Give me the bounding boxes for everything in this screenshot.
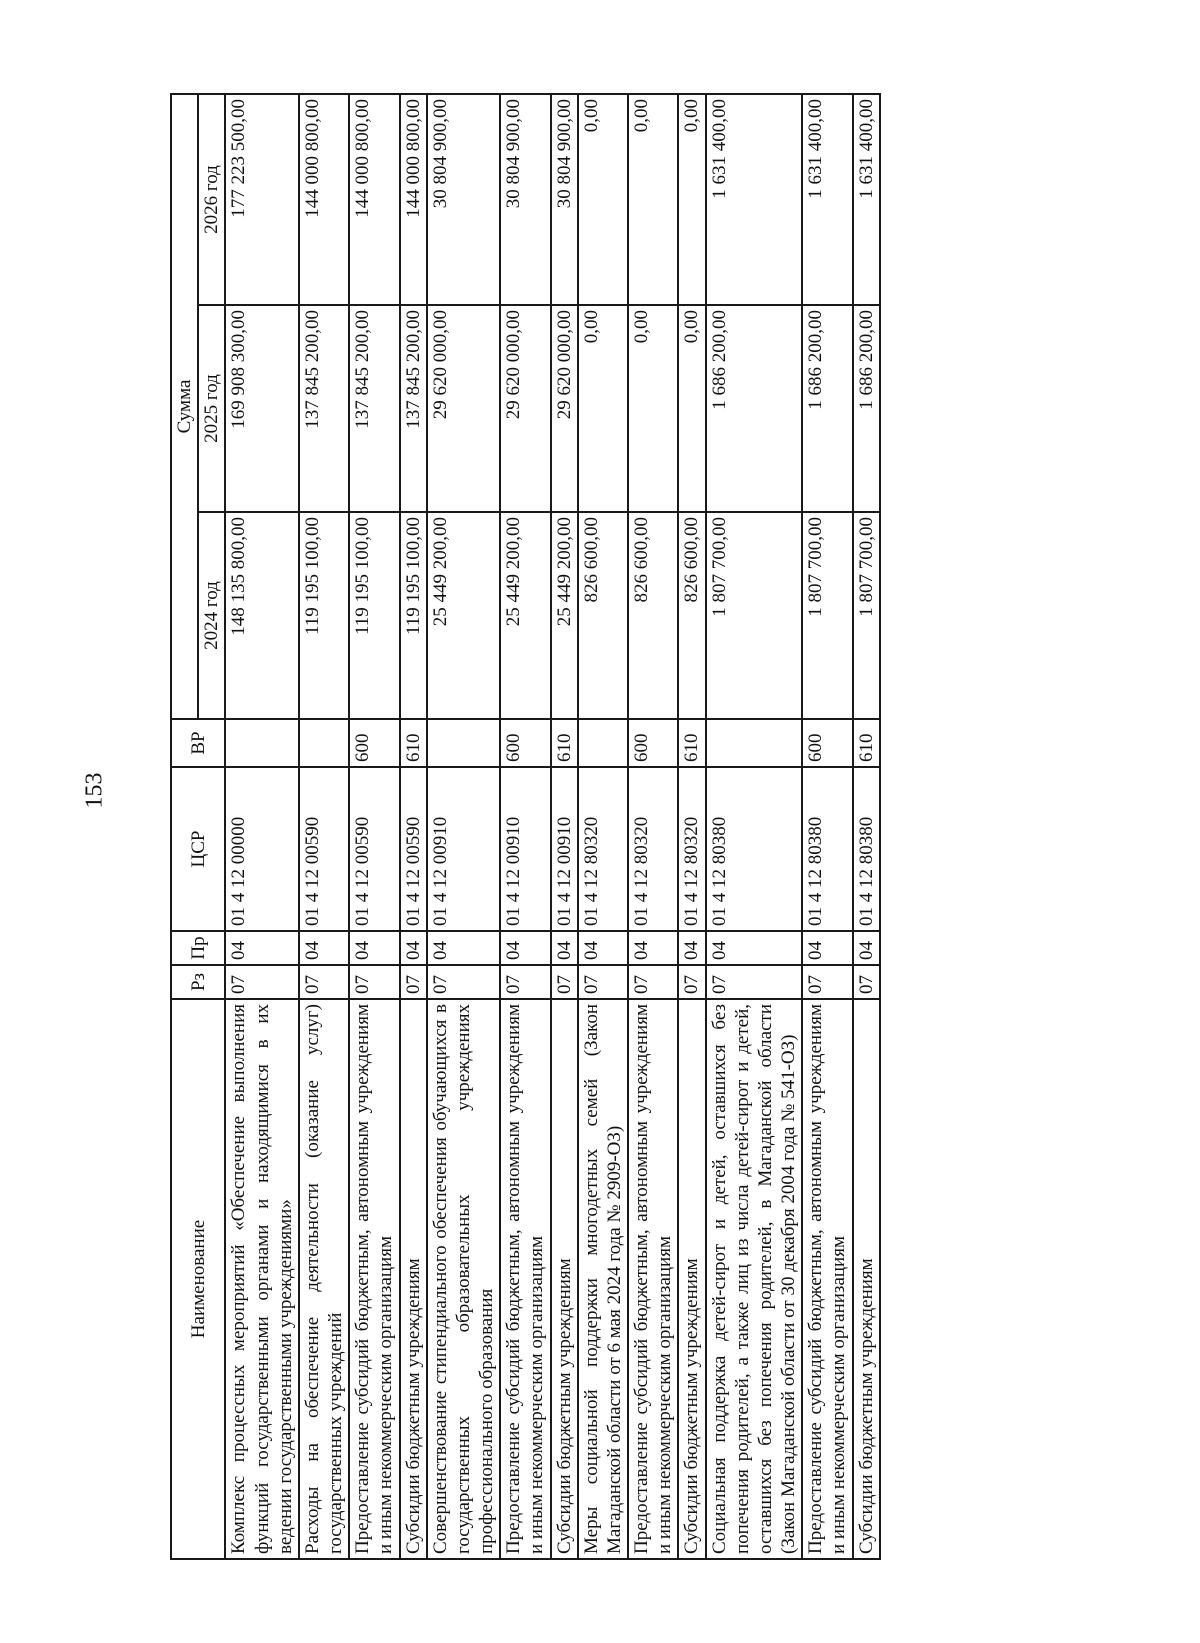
table-row	[225, 94, 299, 1559]
row-vr	[427, 719, 501, 767]
row-amount-2025: 0,00	[578, 305, 628, 512]
row-name: Субсидии бюджетным учреждениям	[678, 999, 705, 1559]
row-amount-2024: 119 195 100,00	[349, 512, 399, 719]
row-amount-2026: 30 804 900,00	[427, 94, 501, 305]
row-rz: 07	[706, 965, 803, 999]
row-amount-2024: 25 449 200,00	[427, 512, 501, 719]
row-amount-2026: 30 804 900,00	[500, 94, 550, 305]
row-name: Субсидии бюджетным учреждениям	[853, 999, 880, 1559]
row-pr: 04	[427, 931, 501, 965]
row-csr: 01 4 12 80380	[802, 767, 852, 931]
row-amount-2025: 0,00	[628, 305, 678, 512]
row-vr	[706, 719, 803, 767]
row-amount-2025: 1 686 200,00	[853, 305, 880, 512]
row-amount-2026: 177 223 500,00	[225, 94, 299, 305]
row-rz: 07	[678, 965, 705, 999]
row-csr: 01 4 12 00590	[349, 767, 399, 931]
header-name: Наименование	[171, 999, 225, 1559]
row-csr: 01 4 12 80320	[628, 767, 678, 931]
row-amount-2026: 1 631 400,00	[853, 94, 880, 305]
table-row	[678, 94, 705, 1559]
row-csr: 01 4 12 00910	[551, 767, 578, 931]
row-amount-2025: 169 908 300,00	[225, 305, 299, 512]
row-pr: 04	[500, 931, 550, 965]
row-csr: 01 4 12 00590	[299, 767, 349, 931]
row-amount-2024: 25 449 200,00	[551, 512, 578, 719]
row-amount-2024: 119 195 100,00	[299, 512, 349, 719]
row-amount-2026: 1 631 400,00	[802, 94, 852, 305]
row-vr: 600	[349, 719, 399, 767]
row-pr: 04	[400, 931, 427, 965]
row-csr: 01 4 12 80320	[578, 767, 628, 931]
header-sum: Сумма	[171, 94, 198, 719]
row-rz: 07	[349, 965, 399, 999]
row-vr	[299, 719, 349, 767]
row-amount-2024: 1 807 700,00	[853, 512, 880, 719]
row-name: Расходы на обеспечение деятельности (оказание услуг) государственных учреждений	[299, 999, 349, 1559]
header-csr: ЦСР	[171, 767, 225, 931]
table-body	[225, 94, 879, 1559]
row-pr: 04	[706, 931, 803, 965]
row-amount-2024: 148 135 800,00	[225, 512, 299, 719]
row-vr: 600	[500, 719, 550, 767]
table-row	[706, 94, 803, 1559]
row-amount-2026: 0,00	[578, 94, 628, 305]
row-amount-2026: 1 631 400,00	[706, 94, 803, 305]
row-csr: 01 4 12 80380	[853, 767, 880, 931]
row-pr: 04	[551, 931, 578, 965]
row-rz: 07	[551, 965, 578, 999]
row-pr: 04	[349, 931, 399, 965]
row-pr: 04	[578, 931, 628, 965]
page-number	[70, 760, 120, 820]
row-amount-2024: 826 600,00	[578, 512, 628, 719]
row-csr: 01 4 12 80320	[678, 767, 705, 931]
row-name: Предоставление субсидий бюджетным, автономным учреждениям и иным некоммерческим организациям	[500, 999, 550, 1559]
row-rz: 07	[802, 965, 852, 999]
row-csr: 01 4 12 00910	[500, 767, 550, 931]
header-year-2026: 2026 год	[198, 94, 225, 305]
row-name: Субсидии бюджетным учреждениям	[551, 999, 578, 1559]
row-name: Меры социальной поддержки многодетных семей (Закон Магаданской области от 6 мая 2024 года № 2909-ОЗ)	[578, 999, 628, 1559]
table-row	[853, 94, 880, 1559]
row-amount-2025: 1 686 200,00	[802, 305, 852, 512]
row-amount-2026: 144 000 800,00	[349, 94, 399, 305]
table-row	[500, 94, 550, 1559]
row-name: Социальная поддержка детей-сирот и детей, оставшихся без попечения родителей, а также лиц из числа детей-сирот и детей, оставшихся без попечения родителей, в Магаданской области (Закон Магаданской области от 30 декабря 2004 года № 541-ОЗ)	[706, 999, 803, 1559]
header-rz: Рз	[171, 965, 225, 999]
row-pr: 04	[299, 931, 349, 965]
row-pr: 04	[802, 931, 852, 965]
row-csr: 01 4 12 00000	[225, 767, 299, 931]
row-rz: 07	[299, 965, 349, 999]
header-vr: ВР	[171, 719, 225, 767]
row-name: Предоставление субсидий бюджетным, автономным учреждениям и иным некоммерческим организациям	[802, 999, 852, 1559]
row-vr: 610	[853, 719, 880, 767]
row-amount-2025: 137 845 200,00	[299, 305, 349, 512]
budget-table-area	[170, 95, 980, 1560]
page-number-text: 153	[81, 772, 108, 808]
header-row-top	[171, 94, 198, 1559]
row-amount-2026: 144 000 800,00	[400, 94, 427, 305]
row-vr: 600	[628, 719, 678, 767]
row-amount-2025: 0,00	[678, 305, 705, 512]
row-amount-2024: 119 195 100,00	[400, 512, 427, 719]
row-vr: 610	[400, 719, 427, 767]
row-name: Субсидии бюджетным учреждениям	[400, 999, 427, 1559]
table-row	[427, 94, 501, 1559]
row-csr: 01 4 12 00590	[400, 767, 427, 931]
table-row	[349, 94, 399, 1559]
row-vr	[578, 719, 628, 767]
row-pr: 04	[853, 931, 880, 965]
row-rz: 07	[400, 965, 427, 999]
row-csr: 01 4 12 00910	[427, 767, 501, 931]
header-pr: Пр	[171, 931, 225, 965]
row-pr: 04	[628, 931, 678, 965]
row-name: Предоставление субсидий бюджетным, автономным учреждениям и иным некоммерческим организациям	[628, 999, 678, 1559]
row-amount-2024: 826 600,00	[678, 512, 705, 719]
row-amount-2025: 29 620 000,00	[427, 305, 501, 512]
row-name: Комплекс процессных мероприятий «Обеспечение выполнения функций государственными органами и находящимися в их ведении государственными учреждениями»	[225, 999, 299, 1559]
rotated-sheet	[170, 95, 980, 1560]
budget-table	[170, 93, 881, 1560]
table-row	[802, 94, 852, 1559]
table-row	[578, 94, 628, 1559]
table-row	[628, 94, 678, 1559]
row-csr: 01 4 12 80380	[706, 767, 803, 931]
row-amount-2024: 1 807 700,00	[802, 512, 852, 719]
row-rz: 07	[853, 965, 880, 999]
row-name: Предоставление субсидий бюджетным, автономным учреждениям и иным некоммерческим организациям	[349, 999, 399, 1559]
table-row	[299, 94, 349, 1559]
row-rz: 07	[427, 965, 501, 999]
row-pr: 04	[678, 931, 705, 965]
row-amount-2025: 29 620 000,00	[551, 305, 578, 512]
table-row	[551, 94, 578, 1559]
row-amount-2026: 0,00	[628, 94, 678, 305]
row-vr: 610	[551, 719, 578, 767]
row-amount-2024: 25 449 200,00	[500, 512, 550, 719]
row-amount-2025: 1 686 200,00	[706, 305, 803, 512]
row-rz: 07	[500, 965, 550, 999]
row-vr	[225, 719, 299, 767]
header-year-2025: 2025 год	[198, 305, 225, 512]
row-amount-2025: 137 845 200,00	[400, 305, 427, 512]
table-row	[400, 94, 427, 1559]
row-amount-2025: 29 620 000,00	[500, 305, 550, 512]
header-year-2024: 2024 год	[198, 512, 225, 719]
row-vr: 600	[802, 719, 852, 767]
row-rz: 07	[628, 965, 678, 999]
row-name: Совершенствование стипендиального обеспечения обучающихся в государственных образовательных учреждениях профессионального образования	[427, 999, 501, 1559]
row-amount-2026: 30 804 900,00	[551, 94, 578, 305]
row-amount-2024: 1 807 700,00	[706, 512, 803, 719]
row-amount-2026: 144 000 800,00	[299, 94, 349, 305]
row-vr: 610	[678, 719, 705, 767]
row-amount-2024: 826 600,00	[628, 512, 678, 719]
row-rz: 07	[225, 965, 299, 999]
row-pr: 04	[225, 931, 299, 965]
row-amount-2026: 0,00	[678, 94, 705, 305]
row-rz: 07	[578, 965, 628, 999]
row-amount-2025: 137 845 200,00	[349, 305, 399, 512]
